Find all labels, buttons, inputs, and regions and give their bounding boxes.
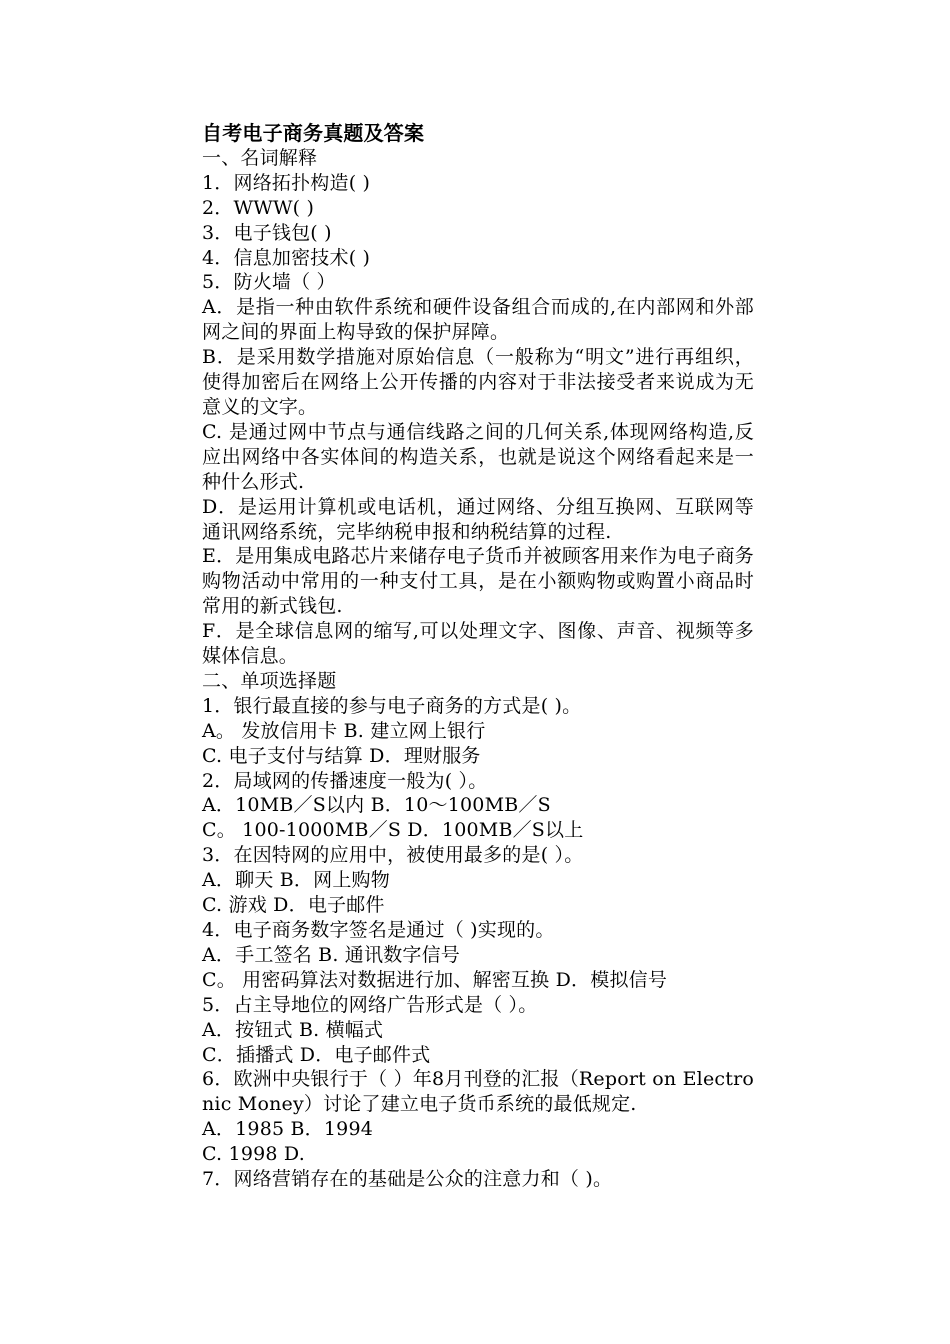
term-item: 1．网络拓扑构造( ) bbox=[202, 171, 371, 194]
definition-item: F．是全球信息网的缩写,可以处理文字、图像、声音、视频等多媒体信息。 bbox=[202, 620, 754, 668]
option-line: C. 游戏 D．电子邮件 bbox=[202, 894, 385, 917]
question: 2．局域网的传播速度一般为( ）。 bbox=[202, 769, 488, 792]
option-line: A．按钮式 B. 横幅式 bbox=[202, 1018, 384, 1041]
question: 7．网络营销存在的基础是公众的注意力和（ )。 bbox=[202, 1168, 613, 1191]
section-heading: 二、单项选择题 bbox=[202, 669, 337, 692]
option-line: A．1985 B．1994 bbox=[202, 1118, 374, 1141]
term-item: 3．电子钱包( ) bbox=[202, 221, 332, 244]
term-item: 4．信息加密技术( ) bbox=[202, 246, 371, 269]
question: 1．银行最直接的参与电子商务的方式是( )。 bbox=[202, 694, 582, 717]
question: 5．占主导地位的网络广告形式是（ ）。 bbox=[202, 993, 538, 1016]
option-line: C。 100-1000MB／S D．100MB／S以上 bbox=[202, 819, 584, 842]
definition-item: E．是用集成电路芯片来储存电子货币并被顾客用来作为电子商务购物活动中常用的一种支付工具，是在小额购物或购置小商品时常用的新式钱包. bbox=[202, 545, 754, 618]
definition-item: C. 是通过网中节点与通信线路之间的几何关系,体现网络构造,反应出网络中各实体间的构造关系，也就是说这个网络看起来是一种什么形式. bbox=[202, 420, 754, 493]
option-line: A．聊天 B．网上购物 bbox=[202, 869, 390, 892]
option-line: C. 1998 D. bbox=[202, 1143, 305, 1166]
definition-item: A．是指一种由软件系统和硬件设备组合而成的,在内部网和外部网之间的界面上构导致的保护屏障。 bbox=[202, 296, 754, 344]
definition-item: D．是运用计算机或电话机，通过网络、分组互换网、互联网等通讯网络系统，完毕纳税申报和纳税结算的过程. bbox=[202, 495, 754, 543]
definition-item: B．是采用数学措施对原始信息（一般称为“明文”进行再组织，使得加密后在网络上公开传播的内容对于非法接受者来说成为无意义的文字。 bbox=[202, 346, 754, 418]
option-line: C。 用密码算法对数据进行加、解密互换 D．模拟信号 bbox=[202, 968, 668, 991]
question: 6．欧洲中央银行于（ ）年8月刊登的汇报（Report on Electronic Money）讨论了建立电子货币系统的最低规定. bbox=[202, 1068, 754, 1116]
document-title: 自考电子商务真题及答案 bbox=[202, 121, 425, 145]
option-line: C. 电子支付与结算 D．理财服务 bbox=[202, 744, 481, 767]
term-item: 5．防火墙（ ） bbox=[202, 271, 336, 294]
question: 4．电子商务数字签名是通过（ )实现的。 bbox=[202, 919, 555, 941]
option-line: A。 发放信用卡 B. 建立网上银行 bbox=[202, 719, 486, 742]
question: 3．在因特网的应用中，被使用最多的是( ）。 bbox=[202, 844, 584, 867]
option-line: A．10MB／S以内 B．10～100MB／S bbox=[202, 794, 551, 817]
document-body bbox=[202, 121, 754, 1192]
term-item: 2．WWW( ) bbox=[202, 196, 315, 219]
section-heading: 一、名词解释 bbox=[202, 146, 318, 169]
option-line: C．插播式 D．电子邮件式 bbox=[202, 1043, 431, 1066]
option-line: A．手工签名 B. 通讯数字信号 bbox=[202, 943, 461, 966]
